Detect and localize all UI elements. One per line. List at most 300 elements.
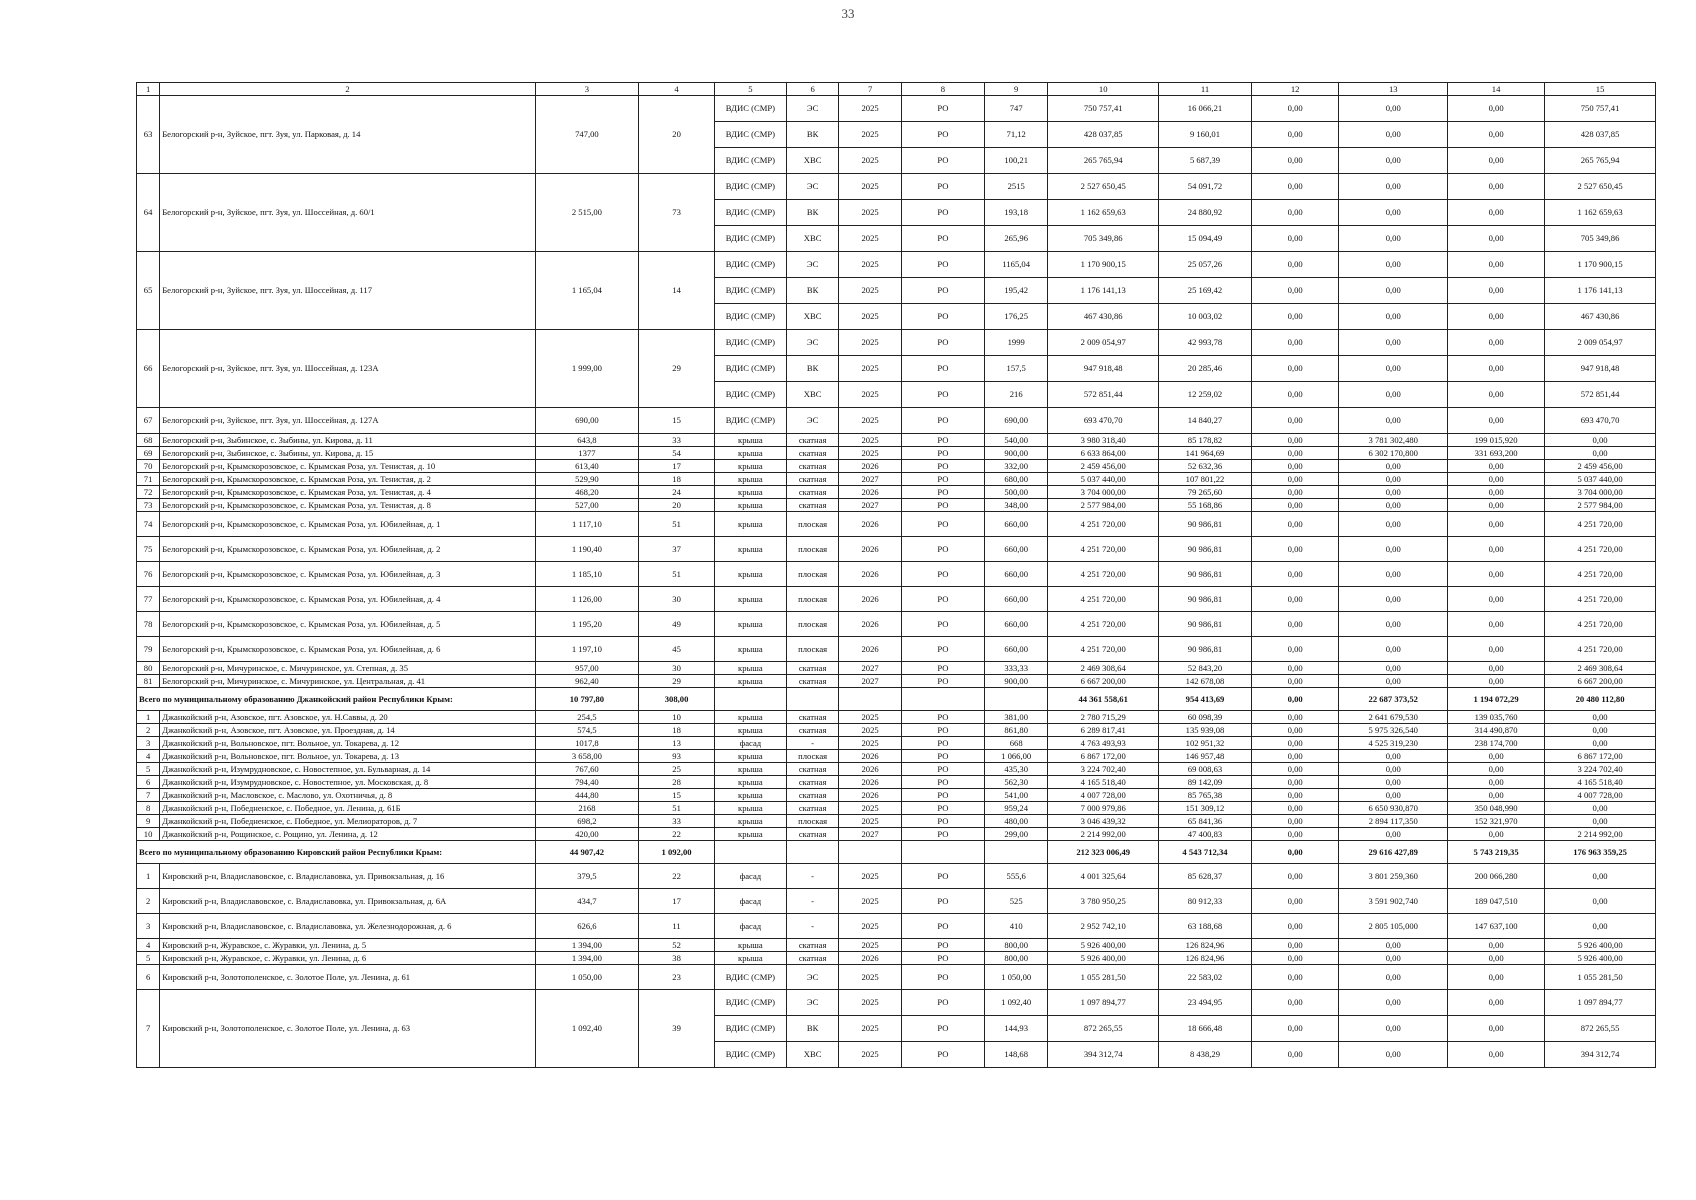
total-cost-cell: 572 851,44	[1048, 382, 1159, 408]
funding-source-cell: РО	[901, 914, 984, 939]
col14-cell: 0,00	[1448, 148, 1545, 174]
col13-cell: 0,00	[1339, 537, 1448, 562]
total-cost-cell: 1 055 281,50	[1048, 965, 1159, 990]
table-row	[137, 864, 1656, 889]
col13-cell: 0,00	[1339, 382, 1448, 408]
year-cell: 2026	[839, 750, 901, 763]
funding-source-cell: РО	[901, 174, 984, 200]
area-cell: 444,80	[535, 789, 638, 802]
element-type-cell: ХВС	[786, 304, 839, 330]
col11-cell: 47 400,83	[1159, 828, 1252, 841]
element-type-cell: ЭС	[786, 96, 839, 122]
column-header-15: 15	[1545, 83, 1656, 96]
year-cell: 2027	[839, 675, 901, 688]
quantity-cell: 541,00	[985, 789, 1048, 802]
col11-cell: 5 687,39	[1159, 148, 1252, 174]
work-type-cell: крыша	[715, 512, 787, 537]
address-cell: Кировский р-н, Владиславовское, с. Владиславовка, ул. Железнодорожная, д. 6	[160, 914, 536, 939]
total-residents-cell: 308,00	[639, 688, 715, 711]
area-cell: 434,7	[535, 889, 638, 914]
col13-cell: 0,00	[1339, 408, 1448, 434]
area-cell: 1377	[535, 447, 638, 460]
element-type-cell: скатная	[786, 460, 839, 473]
col11-cell: 9 160,01	[1159, 122, 1252, 148]
col15-cell: 1 097 894,77	[1545, 990, 1656, 1016]
funding-source-cell: РО	[901, 675, 984, 688]
table-row	[137, 447, 1656, 460]
col13-cell: 0,00	[1339, 96, 1448, 122]
col11-cell: 22 583,02	[1159, 965, 1252, 990]
quantity-cell: 348,00	[985, 499, 1048, 512]
quantity-cell: 2515	[985, 174, 1048, 200]
address-cell: Джанкойский р-н, Победненское, с. Победное, ул. Ленина, д. 61Б	[160, 802, 536, 815]
column-header-2: 2	[160, 83, 536, 96]
year-cell: 2025	[839, 914, 901, 939]
col11-cell: 42 993,78	[1159, 330, 1252, 356]
quantity-cell: 861,80	[985, 724, 1048, 737]
col15-cell: 0,00	[1545, 889, 1656, 914]
address-cell: Белогорский р-н, Мичуринское, с. Мичуринское, ул. Центральная, д. 41	[160, 675, 536, 688]
col13-cell: 0,00	[1339, 662, 1448, 675]
col13-cell: 0,00	[1339, 828, 1448, 841]
year-cell: 2027	[839, 473, 901, 486]
col12-cell: 0,00	[1251, 278, 1339, 304]
col12-cell: 0,00	[1251, 1042, 1339, 1068]
col14-cell: 0,00	[1448, 1042, 1545, 1068]
address-cell: Джанкойский р-н, Вольновское, пгт. Вольное, ул. Токарева, д. 13	[160, 750, 536, 763]
row-number-cell: 71	[137, 473, 160, 486]
funding-source-cell: РО	[901, 382, 984, 408]
col15-cell: 0,00	[1545, 802, 1656, 815]
col14-cell: 0,00	[1448, 460, 1545, 473]
area-cell: 1017,8	[535, 737, 638, 750]
quantity-cell: 410	[985, 914, 1048, 939]
col14-cell: 0,00	[1448, 537, 1545, 562]
area-cell: 794,40	[535, 776, 638, 789]
quantity-cell: 265,96	[985, 226, 1048, 252]
quantity-cell: 480,00	[985, 815, 1048, 828]
total-cost-cell: 265 765,94	[1048, 148, 1159, 174]
work-type-cell: крыша	[715, 460, 787, 473]
residents-cell: 14	[639, 252, 715, 330]
work-type-cell: крыша	[715, 776, 787, 789]
address-cell: Джанкойский р-н, Изумрудновское, с. Новостепное, ул. Бульварная, д. 14	[160, 763, 536, 776]
address-cell: Белогорский р-н, Крымскорозовское, с. Крымская Роза, ул. Юбилейная, д. 3	[160, 562, 536, 587]
funding-source-cell: РО	[901, 952, 984, 965]
col14-cell: 314 490,870	[1448, 724, 1545, 737]
col12-cell: 0,00	[1251, 711, 1339, 724]
col15-cell: 1 176 141,13	[1545, 278, 1656, 304]
col12-cell: 0,00	[1251, 612, 1339, 637]
work-type-cell: ВДИС (СМР)	[715, 304, 787, 330]
col13-cell: 0,00	[1339, 278, 1448, 304]
year-cell: 2025	[839, 330, 901, 356]
row-number-cell: 78	[137, 612, 160, 637]
col14-cell: 0,00	[1448, 612, 1545, 637]
col11-cell: 80 912,33	[1159, 889, 1252, 914]
row-number-cell: 65	[137, 252, 160, 330]
table-row	[137, 763, 1656, 776]
col11-cell: 142 678,08	[1159, 675, 1252, 688]
work-type-cell: ВДИС (СМР)	[715, 252, 787, 278]
col15-cell: 2 459 456,00	[1545, 460, 1656, 473]
col13-cell: 0,00	[1339, 675, 1448, 688]
funding-source-cell: РО	[901, 122, 984, 148]
work-type-cell: ВДИС (СМР)	[715, 200, 787, 226]
total-c15-cell: 20 480 112,80	[1545, 688, 1656, 711]
residents-cell: 45	[639, 637, 715, 662]
col12-cell: 0,00	[1251, 750, 1339, 763]
area-cell: 747,00	[535, 96, 638, 174]
col14-cell: 0,00	[1448, 382, 1545, 408]
col11-cell: 89 142,09	[1159, 776, 1252, 789]
total-cost-cell: 6 667 200,00	[1048, 675, 1159, 688]
table-row	[137, 473, 1656, 486]
column-header-7: 7	[839, 83, 901, 96]
funding-source-cell: РО	[901, 330, 984, 356]
col12-cell: 0,00	[1251, 356, 1339, 382]
row-number-cell: 6	[137, 965, 160, 990]
address-cell: Белогорский р-н, Зыбинское, с. Зыбины, ул. Кирова, д. 15	[160, 447, 536, 460]
empty-cell	[786, 688, 839, 711]
work-type-cell: ВДИС (СМР)	[715, 148, 787, 174]
col12-cell: 0,00	[1251, 737, 1339, 750]
col14-cell: 152 321,970	[1448, 815, 1545, 828]
year-cell: 2025	[839, 737, 901, 750]
col12-cell: 0,00	[1251, 914, 1339, 939]
empty-cell	[715, 841, 787, 864]
work-type-cell: крыша	[715, 486, 787, 499]
element-type-cell: плоская	[786, 637, 839, 662]
col11-cell: 15 094,49	[1159, 226, 1252, 252]
residents-cell: 20	[639, 499, 715, 512]
address-cell: Джанкойский р-н, Азовское, пгт. Азовское, ул. Н.Саввы, д. 20	[160, 711, 536, 724]
column-header-9: 9	[985, 83, 1048, 96]
table-row	[137, 828, 1656, 841]
col12-cell: 0,00	[1251, 889, 1339, 914]
col15-cell: 4 251 720,00	[1545, 512, 1656, 537]
area-cell: 529,90	[535, 473, 638, 486]
district-total-row	[137, 688, 1656, 711]
residents-cell: 13	[639, 737, 715, 750]
quantity-cell: 100,21	[985, 148, 1048, 174]
col12-cell: 0,00	[1251, 637, 1339, 662]
row-number-cell: 64	[137, 174, 160, 252]
col11-cell: 90 986,81	[1159, 612, 1252, 637]
year-cell: 2027	[839, 499, 901, 512]
work-type-cell: ВДИС (СМР)	[715, 330, 787, 356]
col13-cell: 0,00	[1339, 612, 1448, 637]
work-type-cell: крыша	[715, 675, 787, 688]
col12-cell: 0,00	[1251, 537, 1339, 562]
row-number-cell: 80	[137, 662, 160, 675]
col11-cell: 69 008,63	[1159, 763, 1252, 776]
area-cell: 1 165,04	[535, 252, 638, 330]
total-cost-cell: 3 780 950,25	[1048, 889, 1159, 914]
element-type-cell: ЭС	[786, 990, 839, 1016]
column-header-14: 14	[1448, 83, 1545, 96]
col11-cell: 25 057,26	[1159, 252, 1252, 278]
address-cell: Белогорский р-н, Зыбинское, с. Зыбины, ул. Кирова, д. 11	[160, 434, 536, 447]
area-cell: 527,00	[535, 499, 638, 512]
col13-cell: 0,00	[1339, 174, 1448, 200]
row-number-cell: 5	[137, 763, 160, 776]
total-total-cell: 44 361 558,61	[1048, 688, 1159, 711]
col15-cell: 0,00	[1545, 815, 1656, 828]
total-cost-cell: 6 289 817,41	[1048, 724, 1159, 737]
year-cell: 2026	[839, 637, 901, 662]
total-c15-cell: 176 963 359,25	[1545, 841, 1656, 864]
col14-cell: 0,00	[1448, 637, 1545, 662]
col12-cell: 0,00	[1251, 1016, 1339, 1042]
empty-cell	[901, 688, 984, 711]
quantity-cell: 1999	[985, 330, 1048, 356]
col14-cell: 0,00	[1448, 828, 1545, 841]
capital-repair-table-sheet	[136, 82, 1656, 1068]
col15-cell: 0,00	[1545, 447, 1656, 460]
quantity-cell: 1 092,40	[985, 990, 1048, 1016]
element-type-cell: плоская	[786, 815, 839, 828]
col12-cell: 0,00	[1251, 382, 1339, 408]
work-type-cell: крыша	[715, 499, 787, 512]
total-c12-cell: 0,00	[1251, 841, 1339, 864]
total-cost-cell: 2 527 650,45	[1048, 174, 1159, 200]
total-cost-cell: 5 037 440,00	[1048, 473, 1159, 486]
quantity-cell: 1 050,00	[985, 965, 1048, 990]
work-type-cell: ВДИС (СМР)	[715, 1042, 787, 1068]
col15-cell: 750 757,41	[1545, 96, 1656, 122]
quantity-cell: 1165,04	[985, 252, 1048, 278]
col15-cell: 2 527 650,45	[1545, 174, 1656, 200]
total-total-cell: 212 323 006,49	[1048, 841, 1159, 864]
row-number-cell: 81	[137, 675, 160, 688]
area-cell: 379,5	[535, 864, 638, 889]
col13-cell: 0,00	[1339, 356, 1448, 382]
col12-cell: 0,00	[1251, 460, 1339, 473]
col13-cell: 0,00	[1339, 750, 1448, 763]
table-row	[137, 939, 1656, 952]
total-cost-cell: 394 312,74	[1048, 1042, 1159, 1068]
quantity-cell: 555,6	[985, 864, 1048, 889]
col14-cell: 147 637,100	[1448, 914, 1545, 939]
funding-source-cell: РО	[901, 776, 984, 789]
residents-cell: 49	[639, 612, 715, 637]
col15-cell: 1 170 900,15	[1545, 252, 1656, 278]
residents-cell: 15	[639, 408, 715, 434]
year-cell: 2025	[839, 1042, 901, 1068]
empty-cell	[985, 688, 1048, 711]
funding-source-cell: РО	[901, 512, 984, 537]
column-header-8: 8	[901, 83, 984, 96]
year-cell: 2025	[839, 864, 901, 889]
col11-cell: 20 285,46	[1159, 356, 1252, 382]
row-number-cell: 69	[137, 447, 160, 460]
funding-source-cell: РО	[901, 96, 984, 122]
col12-cell: 0,00	[1251, 447, 1339, 460]
year-cell: 2025	[839, 174, 901, 200]
col15-cell: 4 251 720,00	[1545, 637, 1656, 662]
year-cell: 2025	[839, 889, 901, 914]
col14-cell: 238 174,700	[1448, 737, 1545, 750]
empty-cell	[985, 841, 1048, 864]
table-row	[137, 776, 1656, 789]
col11-cell: 14 840,27	[1159, 408, 1252, 434]
table-row	[137, 737, 1656, 750]
area-cell: 1 185,10	[535, 562, 638, 587]
col14-cell: 0,00	[1448, 675, 1545, 688]
col14-cell: 350 048,990	[1448, 802, 1545, 815]
col11-cell: 90 986,81	[1159, 587, 1252, 612]
element-type-cell: скатная	[786, 711, 839, 724]
col13-cell: 0,00	[1339, 776, 1448, 789]
table-row	[137, 330, 1656, 356]
total-cost-cell: 5 926 400,00	[1048, 939, 1159, 952]
col12-cell: 0,00	[1251, 408, 1339, 434]
col11-cell: 146 957,48	[1159, 750, 1252, 763]
address-cell: Джанкойский р-н, Вольновское, пгт. Вольное, ул. Токарева, д. 12	[160, 737, 536, 750]
residents-cell: 11	[639, 914, 715, 939]
quantity-cell: 900,00	[985, 447, 1048, 460]
col15-cell: 0,00	[1545, 914, 1656, 939]
total-c11-cell: 954 413,69	[1159, 688, 1252, 711]
quantity-cell: 690,00	[985, 408, 1048, 434]
year-cell: 2025	[839, 990, 901, 1016]
col15-cell: 947 918,48	[1545, 356, 1656, 382]
col13-cell: 0,00	[1339, 460, 1448, 473]
table-row	[137, 499, 1656, 512]
col11-cell: 79 265,60	[1159, 486, 1252, 499]
col14-cell: 0,00	[1448, 965, 1545, 990]
district-total-label: Всего по муниципальному образованию Кировский район Республики Крым:	[137, 841, 536, 864]
work-type-cell: ВДИС (СМР)	[715, 356, 787, 382]
total-cost-cell: 1 097 894,77	[1048, 990, 1159, 1016]
area-cell: 2168	[535, 802, 638, 815]
year-cell: 2026	[839, 562, 901, 587]
element-type-cell: -	[786, 889, 839, 914]
total-c13-cell: 22 687 373,52	[1339, 688, 1448, 711]
row-number-cell: 63	[137, 96, 160, 174]
col15-cell: 265 765,94	[1545, 148, 1656, 174]
quantity-cell: 660,00	[985, 612, 1048, 637]
col12-cell: 0,00	[1251, 965, 1339, 990]
element-type-cell: плоская	[786, 537, 839, 562]
col14-cell: 199 015,920	[1448, 434, 1545, 447]
funding-source-cell: РО	[901, 408, 984, 434]
col15-cell: 705 349,86	[1545, 226, 1656, 252]
work-type-cell: крыша	[715, 637, 787, 662]
quantity-cell: 157,5	[985, 356, 1048, 382]
element-type-cell: ХВС	[786, 148, 839, 174]
col11-cell: 85 178,82	[1159, 434, 1252, 447]
funding-source-cell: РО	[901, 499, 984, 512]
total-c13-cell: 29 616 427,89	[1339, 841, 1448, 864]
col15-cell: 1 055 281,50	[1545, 965, 1656, 990]
col12-cell: 0,00	[1251, 499, 1339, 512]
table-row	[137, 512, 1656, 537]
address-cell: Белогорский р-н, Зуйское, пгт. Зуя, ул. Парковая, д. 14	[160, 96, 536, 174]
total-residents-cell: 1 092,00	[639, 841, 715, 864]
table-row	[137, 802, 1656, 815]
col12-cell: 0,00	[1251, 304, 1339, 330]
quantity-cell: 1 066,00	[985, 750, 1048, 763]
funding-source-cell: РО	[901, 434, 984, 447]
year-cell: 2025	[839, 200, 901, 226]
address-cell: Белогорский р-н, Крымскорозовское, с. Крымская Роза, ул. Юбилейная, д. 2	[160, 537, 536, 562]
col12-cell: 0,00	[1251, 675, 1339, 688]
residents-cell: 51	[639, 802, 715, 815]
area-cell: 698,2	[535, 815, 638, 828]
row-number-cell: 68	[137, 434, 160, 447]
residents-cell: 18	[639, 473, 715, 486]
area-cell: 1 394,00	[535, 939, 638, 952]
year-cell: 2025	[839, 408, 901, 434]
address-cell: Джанкойский р-н, Победненское, с. Победное, ул. Мелиораторов, д. 7	[160, 815, 536, 828]
col13-cell: 0,00	[1339, 763, 1448, 776]
col14-cell: 0,00	[1448, 750, 1545, 763]
col15-cell: 0,00	[1545, 864, 1656, 889]
col11-cell: 18 666,48	[1159, 1016, 1252, 1042]
row-number-cell: 77	[137, 587, 160, 612]
col15-cell: 4 007 728,00	[1545, 789, 1656, 802]
element-type-cell: ХВС	[786, 382, 839, 408]
funding-source-cell: РО	[901, 356, 984, 382]
total-cost-cell: 4 251 720,00	[1048, 562, 1159, 587]
funding-source-cell: РО	[901, 1016, 984, 1042]
table-row	[137, 952, 1656, 965]
funding-source-cell: РО	[901, 1042, 984, 1068]
col14-cell: 0,00	[1448, 174, 1545, 200]
table-row	[137, 96, 1656, 122]
total-c14-cell: 5 743 219,35	[1448, 841, 1545, 864]
year-cell: 2026	[839, 512, 901, 537]
empty-cell	[839, 841, 901, 864]
row-number-cell: 7	[137, 789, 160, 802]
year-cell: 2026	[839, 952, 901, 965]
year-cell: 2027	[839, 828, 901, 841]
col12-cell: 0,00	[1251, 776, 1339, 789]
col12-cell: 0,00	[1251, 174, 1339, 200]
row-number-cell: 70	[137, 460, 160, 473]
col12-cell: 0,00	[1251, 864, 1339, 889]
work-type-cell: крыша	[715, 750, 787, 763]
col11-cell: 90 986,81	[1159, 512, 1252, 537]
work-type-cell: фасад	[715, 914, 787, 939]
area-cell: 468,20	[535, 486, 638, 499]
funding-source-cell: РО	[901, 587, 984, 612]
col13-cell: 0,00	[1339, 330, 1448, 356]
work-type-cell: крыша	[715, 828, 787, 841]
empty-cell	[786, 841, 839, 864]
quantity-cell: 540,00	[985, 434, 1048, 447]
col11-cell: 141 964,69	[1159, 447, 1252, 460]
col15-cell: 2 009 054,97	[1545, 330, 1656, 356]
element-type-cell: ХВС	[786, 226, 839, 252]
col11-cell: 85 628,37	[1159, 864, 1252, 889]
col15-cell: 2 577 984,00	[1545, 499, 1656, 512]
work-type-cell: крыша	[715, 473, 787, 486]
quantity-cell: 900,00	[985, 675, 1048, 688]
col14-cell: 0,00	[1448, 226, 1545, 252]
column-header-11: 11	[1159, 83, 1252, 96]
col14-cell: 0,00	[1448, 776, 1545, 789]
work-type-cell: ВДИС (СМР)	[715, 990, 787, 1016]
quantity-cell: 959,24	[985, 802, 1048, 815]
col13-cell: 0,00	[1339, 1016, 1448, 1042]
residents-cell: 37	[639, 537, 715, 562]
year-cell: 2025	[839, 226, 901, 252]
work-type-cell: ВДИС (СМР)	[715, 965, 787, 990]
element-type-cell: ВК	[786, 356, 839, 382]
